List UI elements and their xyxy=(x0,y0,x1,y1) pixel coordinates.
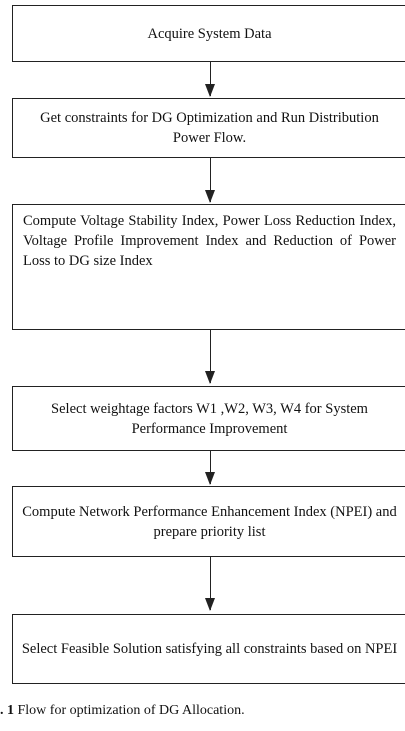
step-compute-npei-text: Compute Network Performance Enhancement Index (NPEI) and prepare priority list xyxy=(22,503,397,540)
step-compute-indices xyxy=(12,204,405,330)
arrow-2 xyxy=(210,158,211,202)
arrow-1 xyxy=(210,62,211,96)
step-get-constraints xyxy=(12,98,405,158)
arrow-5 xyxy=(210,557,211,610)
figure-caption xyxy=(0,703,245,719)
step-get-constraints-text: Get constraints for DG Optimization and Run Distribution Power Flow. xyxy=(40,110,379,146)
step-select-weightage-text: Select weightage factors W1 ,W2, W3, W4 for System Performance Improvement xyxy=(51,400,368,437)
arrow-4 xyxy=(210,451,211,484)
step-acquire-data-text: Acquire System Data xyxy=(147,25,272,42)
step-select-feasible-solution-text: Select Feasible Solution satisfying all constraints based on NPEI xyxy=(21,641,398,657)
figure-caption-label: . 1 xyxy=(0,703,14,718)
figure-caption-text: Flow for optimization of DG Allocation. xyxy=(14,703,245,718)
step-select-weightage xyxy=(12,386,405,451)
arrow-3 xyxy=(210,330,211,383)
step-compute-indices-text: Compute Voltage Stability Index, Power Loss Reduction Index, Voltage Profile Improvement Index and Reduction of Power Loss to DG size Index xyxy=(23,213,396,269)
step-acquire-data xyxy=(12,5,405,62)
step-compute-npei xyxy=(12,486,405,557)
step-select-feasible-solution xyxy=(12,614,405,684)
